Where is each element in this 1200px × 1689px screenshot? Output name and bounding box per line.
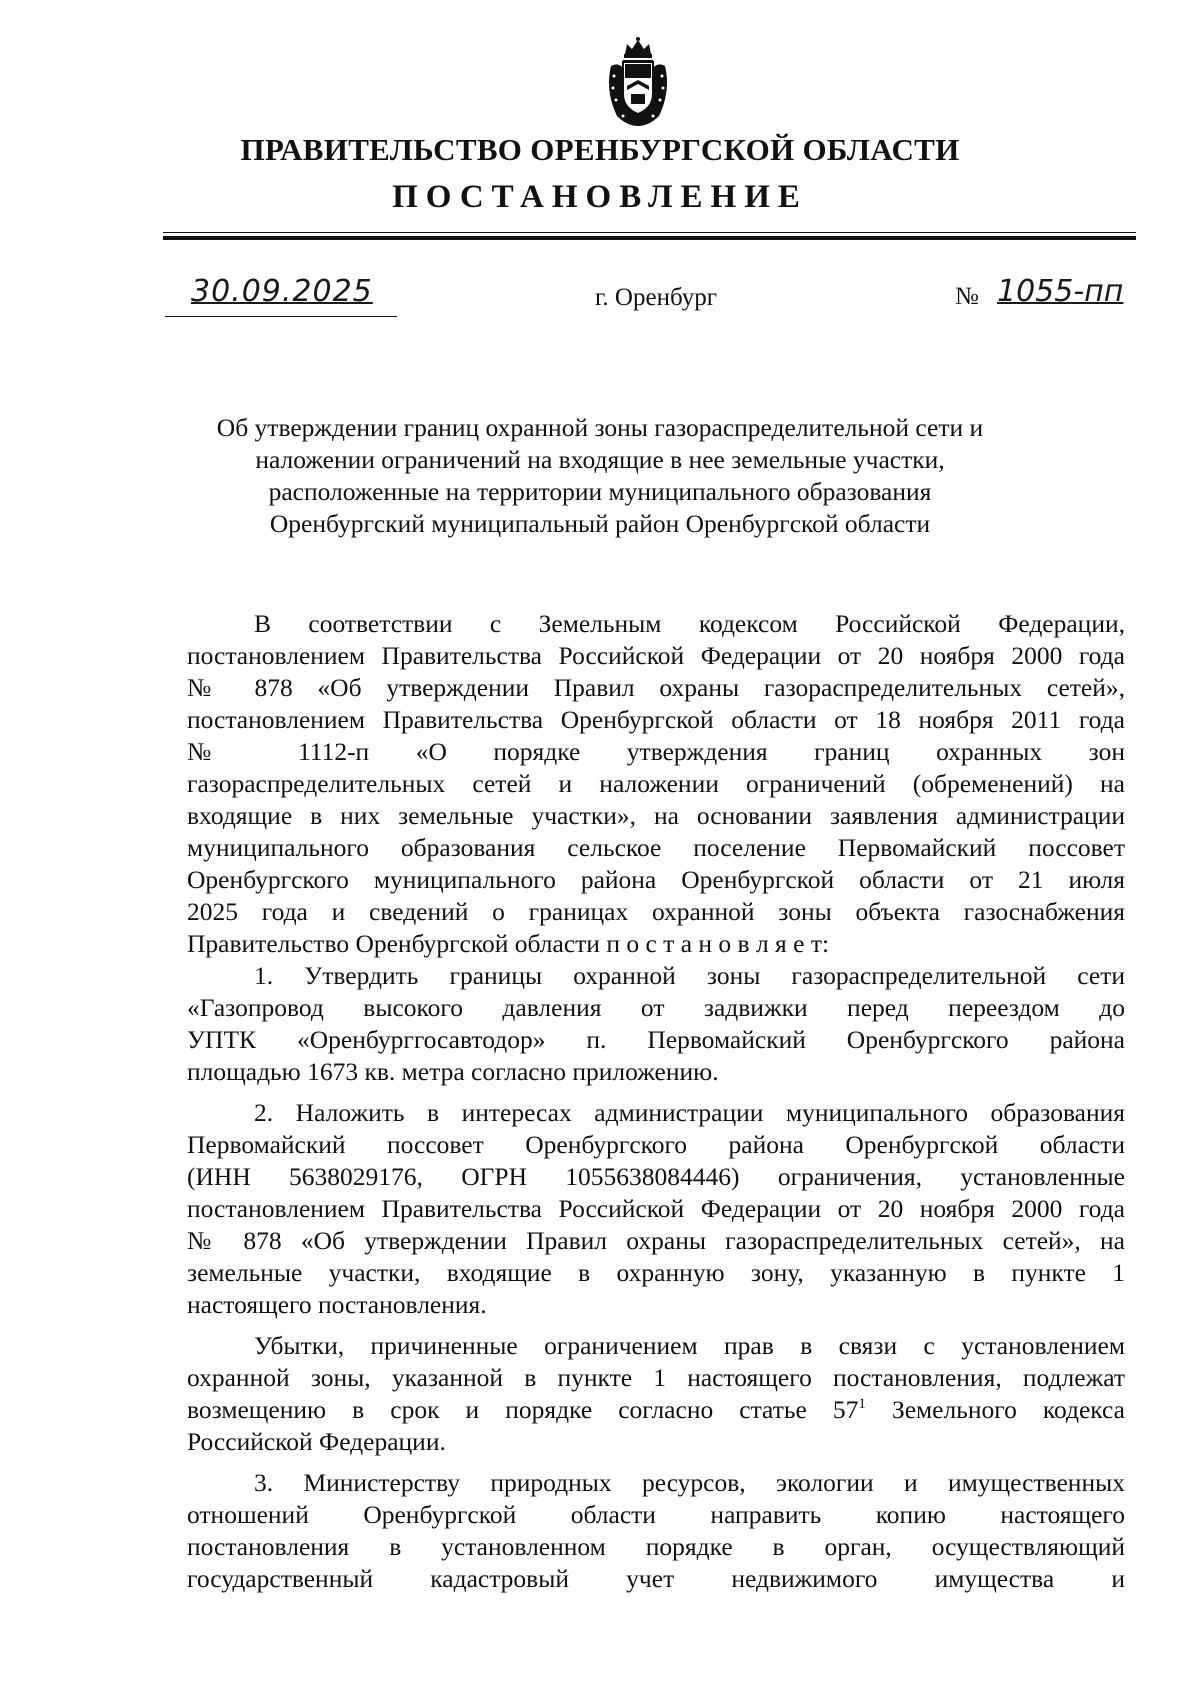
text-line: отношений Оренбургской области направить копию настоящего bbox=[187, 1500, 1125, 1529]
subject-line: Оренбургский муниципальный район Оренбургской области bbox=[269, 509, 931, 538]
text-line: постановлением Правительства Российской Федерации от 20 ноября 2000 года bbox=[187, 641, 1125, 670]
preamble-paragraph bbox=[187, 608, 1125, 960]
subject-line: Об утверждении границ охранной зоны газораспределительной сети и bbox=[216, 413, 984, 442]
date-field bbox=[165, 274, 397, 317]
item-3-paragraph bbox=[187, 1467, 1125, 1595]
item-1-paragraph bbox=[187, 960, 1125, 1088]
document-number-field bbox=[955, 274, 1155, 316]
text-line: постановлением Правительства Российской Федерации от 20 ноября 2000 года bbox=[187, 1194, 1125, 1223]
text-line: «Газопровод высокого давления от задвижки перед переездом до bbox=[187, 993, 1125, 1022]
text-line: В соответствии с Земельным кодексом Российской Федерации, bbox=[254, 609, 1125, 638]
text-line: 2. Наложить в интересах администрации муниципального образования bbox=[254, 1098, 1125, 1127]
text-line: № 1112-п «О порядке утверждения границ охранных зон bbox=[187, 737, 1125, 766]
text-line: постановления в установленном порядке в орган, осуществляющий bbox=[187, 1532, 1125, 1561]
text-line: УПТК «Оренбурггосавтодор» п. Первомайский Оренбургского района bbox=[187, 1025, 1125, 1054]
header-divider-thin bbox=[163, 232, 1136, 233]
text-line: Первомайский поссовет Оренбургского района Оренбургской области bbox=[187, 1130, 1125, 1159]
text-line: настоящего постановления. bbox=[187, 1290, 487, 1319]
text-line: № 878 «Об утверждении Правил охраны газораспределительных сетей», на bbox=[187, 1226, 1125, 1255]
subject-line: расположенные на территории муниципального образования bbox=[268, 477, 932, 506]
city-label: г. Оренбург bbox=[595, 284, 717, 311]
text-segment: возмещению в срок и порядке согласно статье 57 bbox=[187, 1395, 859, 1424]
text-line: входящие в них земельные участки», на основании заявления администрации bbox=[187, 801, 1125, 830]
coat-of-arms-emblem bbox=[603, 36, 673, 128]
text-line: площадью 1673 кв. метра согласно приложению. bbox=[187, 1057, 719, 1086]
text-line: Российской Федерации. bbox=[187, 1427, 446, 1456]
text-line: № 878 «Об утверждении Правил охраны газораспределительных сетей», bbox=[187, 673, 1125, 702]
text-line: охранной зоны, указанной в пункте 1 настоящего постановления, подлежат bbox=[187, 1363, 1125, 1392]
text-line: земельные участки, входящие в охранную зону, указанную в пункте 1 bbox=[187, 1258, 1125, 1287]
text-line: Оренбургского муниципального района Оренбургской области от 21 июля bbox=[187, 865, 1125, 894]
text-line: Убытки, причиненные ограничением прав в связи с установлением bbox=[254, 1331, 1125, 1360]
text-line: (ИНН 5638029176, ОГРН 1055638084446) ограничения, установленные bbox=[187, 1162, 1125, 1191]
text-line bbox=[187, 1394, 1125, 1426]
text-line: государственный кадастровый учет недвижимого имущества и bbox=[187, 1564, 1125, 1593]
handwritten-date: 30.09.2025 bbox=[191, 274, 373, 309]
document-subject bbox=[190, 412, 1010, 540]
losses-paragraph bbox=[187, 1330, 1125, 1458]
number-sign: № bbox=[955, 283, 979, 310]
header-divider-thick bbox=[163, 236, 1136, 240]
text-line: газораспределительных сетей и наложении ограничений (обременений) на bbox=[187, 769, 1125, 798]
text-line: Правительство Оренбургской области п о с т а н о в л я е т: bbox=[187, 929, 830, 958]
document-kind-title: ПОСТАНОВЛЕНИЕ bbox=[392, 179, 808, 215]
article-superscript: 1 bbox=[858, 1396, 866, 1412]
text-line: 1. Утвердить границы охранной зоны газораспределительной сети bbox=[254, 961, 1125, 990]
item-2-paragraph bbox=[187, 1097, 1125, 1321]
text-line: 2025 года и сведений о границах охранной зоны объекта газоснабжения bbox=[187, 897, 1125, 926]
text-line: муниципального образования сельское поселение Первомайский поссовет bbox=[187, 833, 1125, 862]
text-line: 3. Министерству природных ресурсов, экологии и имущественных bbox=[254, 1468, 1125, 1497]
handwritten-number: 1055-пп bbox=[997, 274, 1124, 309]
document-body bbox=[187, 608, 1125, 1595]
text-segment: Земельного кодекса bbox=[865, 1395, 1125, 1424]
subject-line: наложении ограничений на входящие в нее земельные участки, bbox=[255, 445, 945, 474]
government-title: ПРАВИТЕЛЬСТВО ОРЕНБУРГСКОЙ ОБЛАСТИ bbox=[240, 132, 960, 167]
text-line: постановлением Правительства Оренбургской области от 18 ноября 2011 года bbox=[187, 705, 1125, 734]
